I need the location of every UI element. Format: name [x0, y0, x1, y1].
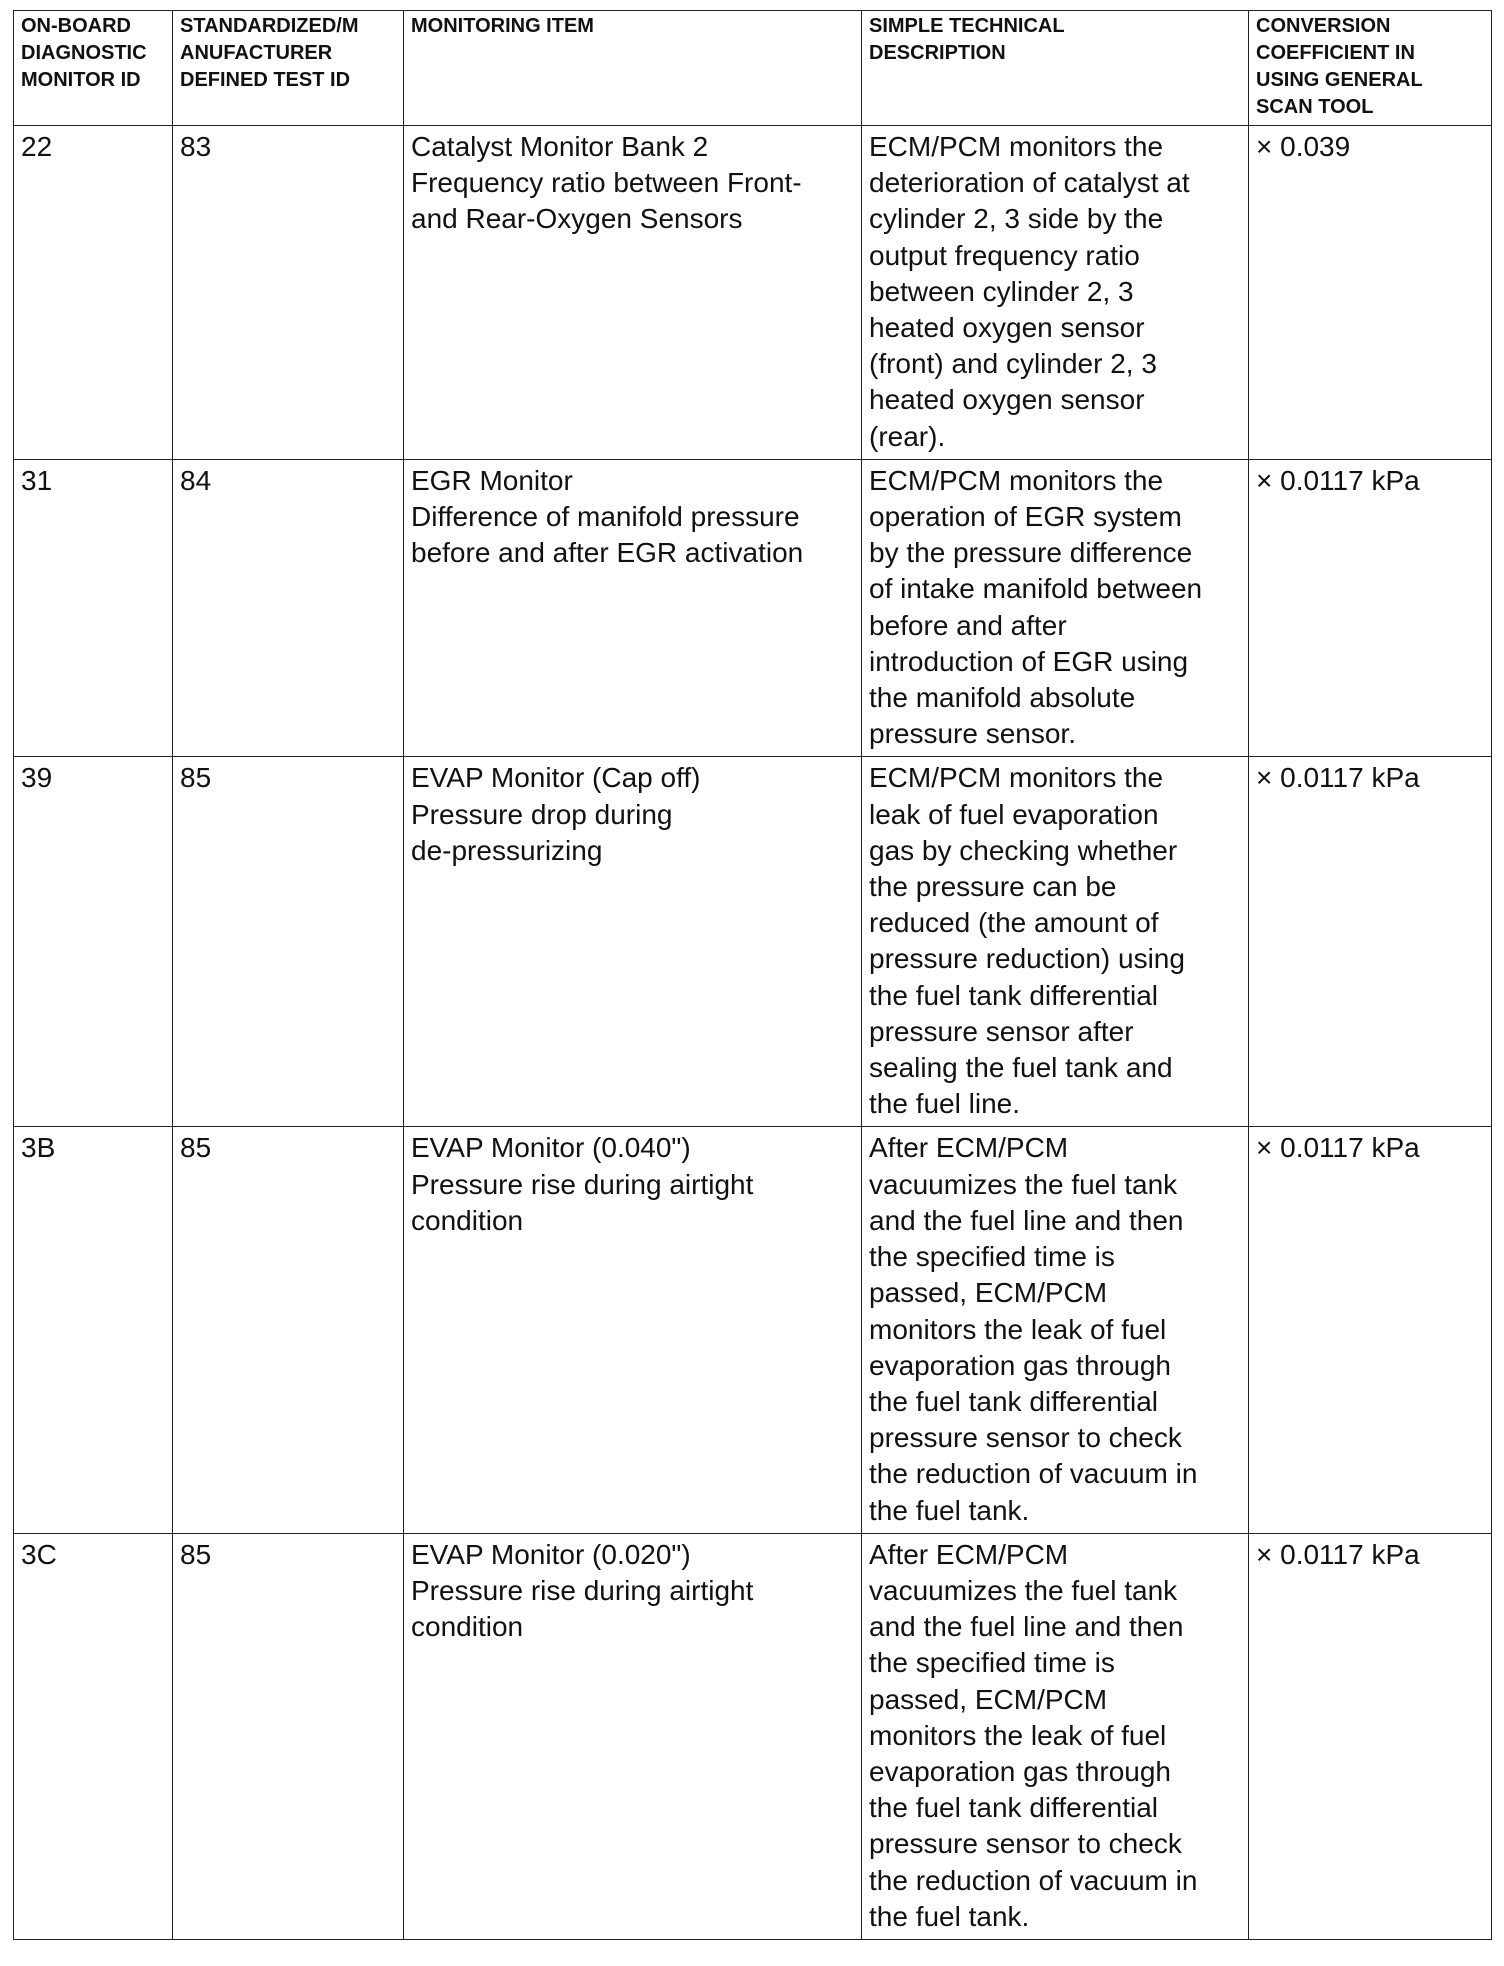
cell-test-id: 85	[173, 1533, 404, 1939]
cell-description: After ECM/PCM vacuumizes the fuel tank and the fuel line and then the specified time is passed, ECM/PCM monitors the leak of fuel evaporation gas through the fuel tank differential pressure sensor to check the reduction of vacuum in the fuel tank.	[862, 1533, 1249, 1939]
cell-monitoring-item: EVAP Monitor (Cap off) Pressure drop during de-pressurizing	[404, 757, 862, 1127]
cell-monitor-id: 39	[14, 757, 173, 1127]
cell-test-id: 85	[173, 1127, 404, 1533]
header-monitor-id: ON-BOARD DIAGNOSTIC MONITOR ID	[14, 11, 173, 126]
cell-conversion-coefficient: × 0.0117 kPa	[1249, 1127, 1492, 1533]
cell-monitor-id: 3C	[14, 1533, 173, 1939]
header-row	[14, 11, 1492, 126]
cell-test-id: 85	[173, 757, 404, 1127]
cell-monitoring-item: EGR Monitor Difference of manifold pressure before and after EGR activation	[404, 459, 862, 757]
header-test-id: STANDARDIZED/M ANUFACTURER DEFINED TEST ID	[173, 11, 404, 126]
cell-description: ECM/PCM monitors the operation of EGR system by the pressure difference of intake manifold between before and after introduction of EGR using the manifold absolute pressure sensor.	[862, 459, 1249, 757]
table-body	[14, 126, 1492, 1940]
table-row	[14, 1533, 1492, 1939]
cell-conversion-coefficient: × 0.0117 kPa	[1249, 1533, 1492, 1939]
cell-test-id: 83	[173, 126, 404, 460]
table-header	[14, 11, 1492, 126]
table-row	[14, 126, 1492, 460]
header-description: SIMPLE TECHNICAL DESCRIPTION	[862, 11, 1249, 126]
cell-description: After ECM/PCM vacuumizes the fuel tank and the fuel line and then the specified time is passed, ECM/PCM monitors the leak of fuel evaporation gas through the fuel tank differential pressure sensor to check the reduction of vacuum in the fuel tank.	[862, 1127, 1249, 1533]
cell-conversion-coefficient: × 0.039	[1249, 126, 1492, 460]
header-conversion-coefficient: CONVERSION COEFFICIENT IN USING GENERAL SCAN TOOL	[1249, 11, 1492, 126]
cell-monitoring-item: EVAP Monitor (0.020") Pressure rise during airtight condition	[404, 1533, 862, 1939]
cell-monitoring-item: Catalyst Monitor Bank 2 Frequency ratio between Front- and Rear-Oxygen Sensors	[404, 126, 862, 460]
cell-test-id: 84	[173, 459, 404, 757]
cell-monitor-id: 3B	[14, 1127, 173, 1533]
header-monitoring-item: MONITORING ITEM	[404, 11, 862, 126]
table-row	[14, 459, 1492, 757]
cell-conversion-coefficient: × 0.0117 kPa	[1249, 757, 1492, 1127]
cell-description: ECM/PCM monitors the deterioration of catalyst at cylinder 2, 3 side by the output frequency ratio between cylinder 2, 3 heated oxygen sensor (front) and cylinder 2, 3 heated oxygen sensor (rear).	[862, 126, 1249, 460]
cell-monitor-id: 22	[14, 126, 173, 460]
table-row	[14, 757, 1492, 1127]
table-row	[14, 1127, 1492, 1533]
diagnostic-monitor-table	[13, 10, 1492, 1940]
cell-description: ECM/PCM monitors the leak of fuel evaporation gas by checking whether the pressure can be reduced (the amount of pressure reduction) using the fuel tank differential pressure sensor after sealing the fuel tank and the fuel line.	[862, 757, 1249, 1127]
cell-conversion-coefficient: × 0.0117 kPa	[1249, 459, 1492, 757]
cell-monitor-id: 31	[14, 459, 173, 757]
cell-monitoring-item: EVAP Monitor (0.040") Pressure rise during airtight condition	[404, 1127, 862, 1533]
